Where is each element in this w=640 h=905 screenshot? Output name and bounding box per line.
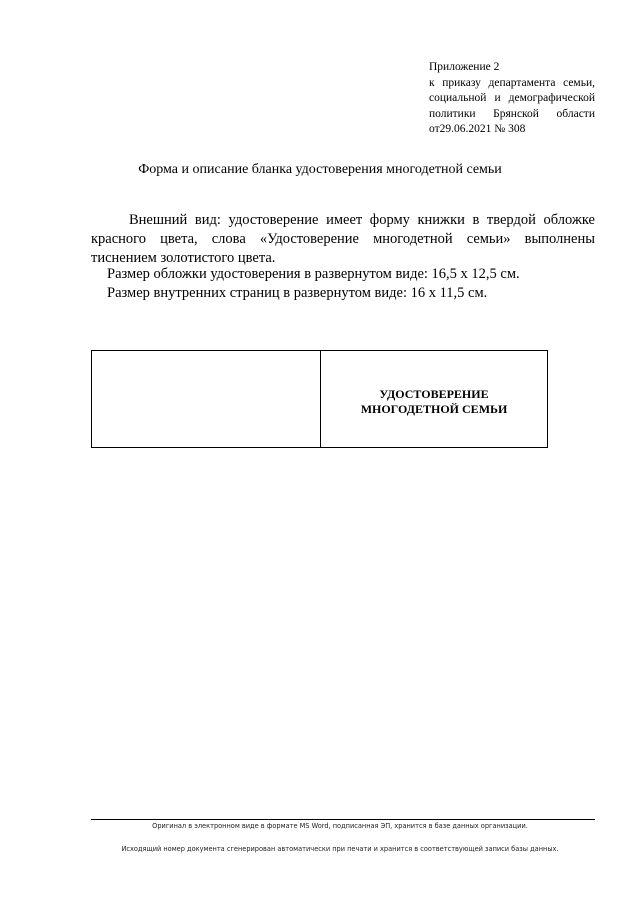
inner-size-line: Размер внутренних страниц в развернутом виде: 16 х 11,5 см. xyxy=(107,285,488,301)
cover-size-line: Размер обложки удостоверения в развернутом виде: 16,5 х 12,5 см. xyxy=(107,266,520,282)
appendix-block xyxy=(429,60,595,138)
appendix-line-5: от29.06.2021 № 308 xyxy=(429,123,526,135)
page-title: Форма и описание бланка удостоверения многодетной семьи xyxy=(138,162,502,177)
certificate-blank-layout xyxy=(91,350,548,448)
blank-cover-line-1: УДОСТОВЕРЕНИЕ xyxy=(379,387,489,401)
description-paragraph: Внешний вид: удостоверение имеет форму книжки в твердой обложке красного цвета, слова «Удостоверение многодетной семьи» выполнены тиснением золотистого цвета. xyxy=(91,212,595,266)
appendix-line-2: к приказу департамента семьи, xyxy=(429,76,595,89)
footer-note-2: Исходящий номер документа сгенерирован автоматически при печати и хранится в соответствующей записи базы данных. xyxy=(121,845,559,853)
appendix-line-1: Приложение 2 xyxy=(429,61,500,73)
blank-cover-text xyxy=(321,387,547,417)
appendix-line-4: политики Брянской области xyxy=(429,107,595,120)
footer-divider xyxy=(91,819,595,820)
appendix-line-3: социальной и демографической xyxy=(429,92,595,104)
footer-note-1: Оригинал в электронном виде в формате MS Word, подписанная ЭП, хранится в базе данных организации. xyxy=(152,822,528,830)
blank-cover-line-2: МНОГОДЕТНОЙ СЕМЬИ xyxy=(360,402,508,416)
